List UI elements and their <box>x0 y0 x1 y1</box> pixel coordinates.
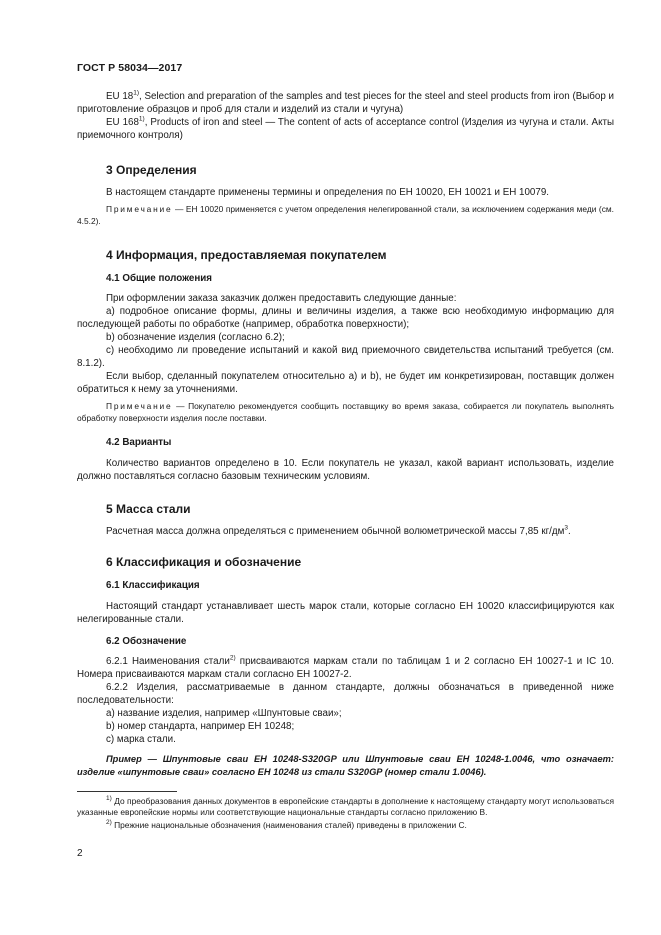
paragraph: Расчетная масса должна определяться с применением обычной волюметрической массы 7,85 $кг/дм^3$. <box>106 524 571 537</box>
section-3-paragraph: В настоящем стандарте применены термины и определения по ЕН 10020, ЕН 10021 и ЕН 10079. <box>106 187 550 198</box>
section-4-note: Примечание — Покупателю рекомендуется сообщить поставщику во время заказа, собирается ли покупатель выполнять обработку поверхности изделия после поставки. <box>77 401 614 423</box>
references-block <box>77 90 614 142</box>
list-item-b: b) номер стандарта, например ЕН 10248; <box>106 721 295 732</box>
subsection-4-1-body <box>77 292 614 424</box>
list-item-a: a) подробное описание формы, длины и величины изделия, а также всю необходимую информацию для последующей работы по обработке (например, обработка поверхности); <box>77 306 614 330</box>
section-3-note: Примечание — ЕН 10020 применяется с учетом определения нелегированной стали, за исключением содержания меди (см. 4.5.2). <box>77 204 614 226</box>
paragraph: Если выбор, сделанный покупателем относительно а) и b), не будет им конкретизирован, поставщик должен обратиться к нему за уточнениями. <box>77 371 614 395</box>
subsection-4-1-title: 4.1 Общие положения <box>106 273 213 284</box>
section-4-title: 4 Информация, предоставляемая покупателем <box>106 248 387 262</box>
footnotes <box>77 796 614 831</box>
subsection-6-1-title: 6.1 Классификация <box>106 580 200 591</box>
paragraph: При оформлении заказа заказчик должен предоставить следующие данные: <box>106 293 457 304</box>
subsection-4-2 <box>77 437 614 448</box>
subsection-6-2-title: 6.2 Обозначение <box>106 636 187 647</box>
footnote-2: $^{2)}$ Прежние национальные обозначения (наименования сталей) приведены в приложении С. <box>106 819 467 830</box>
section-5 <box>77 502 614 516</box>
example-paragraph: Пример — Шпунтовые сваи ЕН 10248-S320GP или Шпунтовые сваи ЕН 10248-1.0046, что означает: изделие «шпунтовые сваи» согласно ЕН 10248 из стали S320GP (номер стали 1.0046). <box>77 754 614 777</box>
subsection-6-1-body <box>77 600 614 626</box>
subsection-6-2-body <box>77 655 614 778</box>
section-6-title: 6 Классификация и обозначение <box>106 555 302 569</box>
paragraph-6-2-2: 6.2.2 Изделия, рассматриваемые в данном стандарте, должны обозначаться в приведенной ниже последовательности: <box>77 682 614 706</box>
paragraph: Настоящий стандарт устанавливает шесть марок стали, которые согласно ЕН 10020 классифицируются как нелегированные стали. <box>77 601 614 625</box>
subsection-4-2-body <box>77 457 614 483</box>
list-item-c: c) необходимо ли проведение испытаний и какой вид приемочного свидетельства испытаний требуется (см. 8.1.2). <box>77 345 614 369</box>
footnote-separator <box>77 791 177 792</box>
section-5-title: 5 Масса стали <box>106 502 191 516</box>
list-item-c: c) марка стали. <box>106 734 176 745</box>
subsection-6-1 <box>77 580 614 591</box>
subsection-6-2 <box>77 636 614 647</box>
reference-eu18: EU 18$^{1)}$, Selection and preparation of the samples and test pieces for the steel and steel products from iron (Выбор и приготовление образцов и проб для стали и изделий из стали и чугуна) <box>77 89 615 115</box>
paragraph-6-2-1: 6.2.1 Наименования стали$^{2)}$ присваиваются маркам стали по таблицам 1 и 2 согласно ЕН 10027-1 и IC 10. Номера присваиваются маркам стали согласно ЕН 10027-2. <box>77 654 614 680</box>
paragraph: Количество вариантов определено в 10. Если покупатель не указал, какой вариант использовать, изделие должно поставляться согласно базовым техническим условиям. <box>77 458 614 482</box>
footnote-1: $^{1)}$ До преобразования данных документов в европейские стандарты в дополнение к настоящему стандарту могут использоваться указанные европейские нормы или соответствующие национальные стандарты согласно приложению В. <box>77 795 614 817</box>
section-3 <box>77 163 614 177</box>
section-3-title: 3 Определения <box>106 163 197 177</box>
section-5-body <box>77 525 614 538</box>
page-number: 2 <box>77 848 83 859</box>
section-6 <box>77 555 614 569</box>
subsection-4-2-title: 4.2 Варианты <box>106 437 172 448</box>
list-item-b: b) обозначение изделия (согласно 6.2); <box>106 332 285 343</box>
list-item-a: a) название изделия, например «Шпунтовые сваи»; <box>106 708 342 719</box>
reference-eu168: EU 168$^{1)}$, Products of iron and steel — The content of acts of acceptance control (Изделия из чугуна и стали. Акты приемочного контроля) <box>77 115 614 141</box>
subsection-4-1 <box>77 273 614 284</box>
section-4 <box>77 248 614 262</box>
document-header: ГОСТ Р 58034—2017 <box>77 62 183 74</box>
section-3-body <box>77 186 614 227</box>
